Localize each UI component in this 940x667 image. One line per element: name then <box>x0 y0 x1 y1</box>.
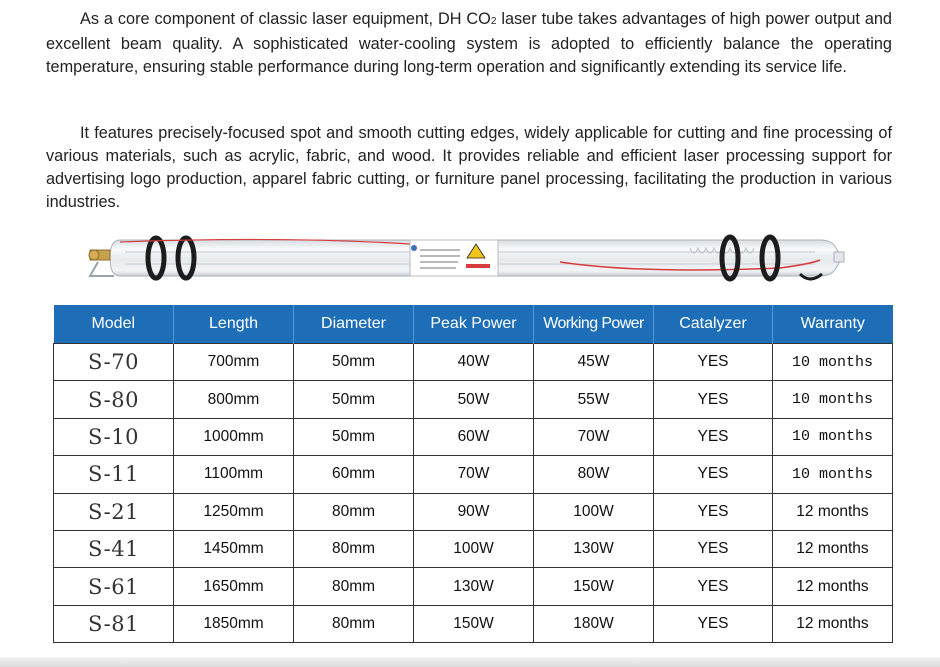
cell-length: 1650mm <box>174 568 294 605</box>
cell-model: S-81 <box>54 605 174 642</box>
cell-diameter: 50mm <box>294 344 414 381</box>
cell-length: 1850mm <box>174 605 294 642</box>
cell-diameter: 80mm <box>294 493 414 530</box>
cell-diameter: 80mm <box>294 530 414 567</box>
cell-peak-power: 40W <box>414 344 534 381</box>
cell-warranty: 10 months <box>773 381 893 418</box>
cell-length: 1450mm <box>174 530 294 567</box>
column-header-length: Length <box>174 305 294 344</box>
cell-catalyzer: YES <box>654 344 773 381</box>
cell-model: S-10 <box>54 418 174 455</box>
cell-working-power: 100W <box>534 493 654 530</box>
cell-catalyzer: YES <box>654 568 773 605</box>
cell-warranty: 12 months <box>773 605 893 642</box>
cell-catalyzer: YES <box>654 381 773 418</box>
cell-working-power: 80W <box>534 456 654 493</box>
column-header-diameter: Diameter <box>294 305 414 344</box>
intro-paragraph-2: It features precisely-focused spot and smooth cutting edges, widely applicable for cutting and fine processing of various materials, such as acrylic, fabric, and wood. It provides reliable and efficient laser processing support for advertising logo production, apparel fabric cutting, or furniture panel processing, facilitating the production in various industries. <box>46 124 892 211</box>
column-header-working-power: Working Power <box>534 305 654 344</box>
table-header-row <box>54 305 893 344</box>
cell-warranty: 12 months <box>773 530 893 567</box>
bottom-divider <box>0 657 940 667</box>
cell-working-power: 70W <box>534 418 654 455</box>
column-header-model: Model <box>54 305 174 344</box>
spec-table <box>53 305 893 643</box>
cell-working-power: 150W <box>534 568 654 605</box>
cell-length: 800mm <box>174 381 294 418</box>
cell-catalyzer: YES <box>654 418 773 455</box>
cell-diameter: 50mm <box>294 381 414 418</box>
cell-diameter: 60mm <box>294 456 414 493</box>
cell-model: S-80 <box>54 381 174 418</box>
cell-warranty: 10 months <box>773 344 893 381</box>
cell-peak-power: 130W <box>414 568 534 605</box>
cell-peak-power: 70W <box>414 456 534 493</box>
cell-length: 1250mm <box>174 493 294 530</box>
cell-diameter: 80mm <box>294 605 414 642</box>
cell-model: S-11 <box>54 456 174 493</box>
intro-p1-before: As a core component of classic laser equipment, DH CO <box>80 10 491 28</box>
cell-peak-power: 100W <box>414 530 534 567</box>
cell-peak-power: 50W <box>414 381 534 418</box>
cell-model: S-61 <box>54 568 174 605</box>
cell-length: 700mm <box>174 344 294 381</box>
intro-p1-after: laser tube takes advantages of high power output and excellent beam quality. A sophisticated water-cooling system is adopted to efficiently balance the operating temperature, ensuring stable performance during long-term operation and significantly extending its service life. <box>46 10 892 76</box>
cell-working-power: 55W <box>534 381 654 418</box>
cell-warranty: 12 months <box>773 568 893 605</box>
table-row <box>54 456 893 493</box>
table-row <box>54 530 893 567</box>
table-row <box>54 381 893 418</box>
table-row <box>54 344 893 381</box>
cell-model: S-70 <box>54 344 174 381</box>
cell-working-power: 180W <box>534 605 654 642</box>
cell-catalyzer: YES <box>654 530 773 567</box>
cell-catalyzer: YES <box>654 456 773 493</box>
table-row <box>54 418 893 455</box>
cell-peak-power: 90W <box>414 493 534 530</box>
intro-paragraph-1 <box>46 8 892 79</box>
cell-warranty: 10 months <box>773 456 893 493</box>
cell-peak-power: 60W <box>414 418 534 455</box>
cell-catalyzer: YES <box>654 605 773 642</box>
laser-tube-image <box>80 222 860 294</box>
column-header-catalyzer: Catalyzer <box>654 305 773 344</box>
table-row <box>54 605 893 642</box>
cell-working-power: 130W <box>534 530 654 567</box>
cell-diameter: 80mm <box>294 568 414 605</box>
cell-diameter: 50mm <box>294 418 414 455</box>
cell-warranty: 12 months <box>773 493 893 530</box>
cell-catalyzer: YES <box>654 493 773 530</box>
column-header-peak-power: Peak Power <box>414 305 534 344</box>
cell-model: S-41 <box>54 530 174 567</box>
intro-p1-subscript: 2 <box>490 16 497 27</box>
cell-warranty: 10 months <box>773 418 893 455</box>
cell-model: S-21 <box>54 493 174 530</box>
cell-length: 1100mm <box>174 456 294 493</box>
cell-peak-power: 150W <box>414 605 534 642</box>
table-row <box>54 493 893 530</box>
table-row <box>54 568 893 605</box>
cell-working-power: 45W <box>534 344 654 381</box>
cell-length: 1000mm <box>174 418 294 455</box>
column-header-warranty: Warranty <box>773 305 893 344</box>
